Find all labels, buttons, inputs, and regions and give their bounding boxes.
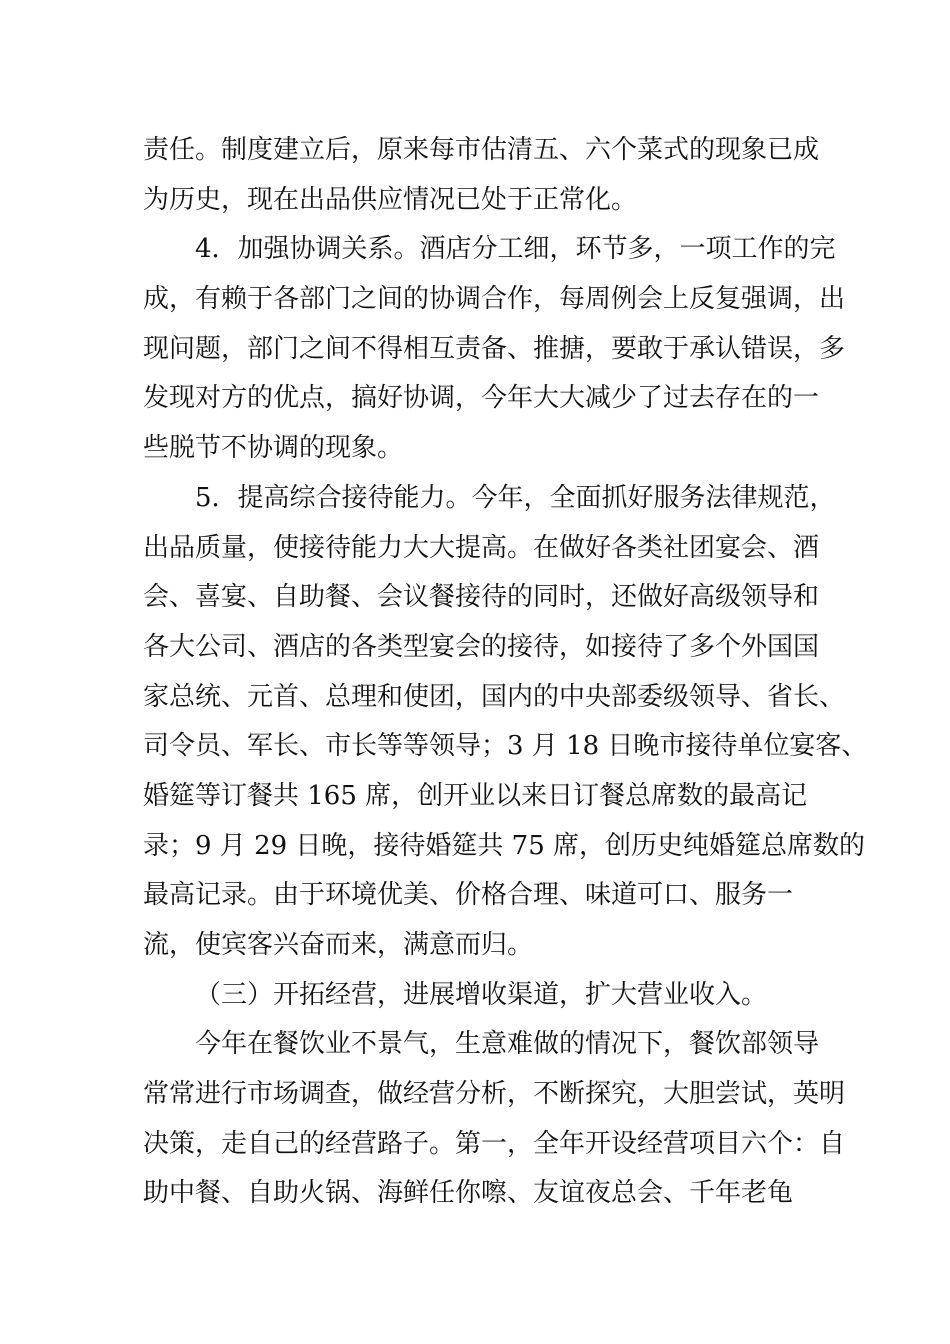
text-line: 最高记录。由于环境优美、价格合理、味道可口、服务一 — [143, 880, 794, 911]
text-line: 家总统、元首、总理和使团，国内的中央部委级领导、省长、 — [143, 681, 846, 712]
text-line: 为历史，现在出品供应情况已处于正常化。 — [143, 184, 638, 215]
text-line: 今年在餐饮业不景气，生意难做的情况下，餐饮部领导 — [195, 1029, 820, 1060]
text-line: 流，使宾客兴奋而来，满意而归。 — [143, 930, 534, 960]
body-text — [143, 126, 868, 1219]
text-line: 婚筵等订餐共 165 席，创开业以来日订餐总席数的最高记 — [143, 780, 808, 811]
text-line: 常常进行市场调查，做经营分析，不断探究，大胆尝试，英明 — [143, 1079, 846, 1110]
text-line: 5．提高综合接待能力。今年，全面抓好服务法律规范， — [195, 482, 836, 513]
text-line: 些脱节不协调的现象。 — [143, 433, 404, 464]
text-line: 成，有赖于各部门之间的协调合作，每周例会上反复强调，出 — [143, 284, 846, 315]
text-line: 录；9 月 29 日晚，接待婚筵共 75 席，创历史纯婚筵总席数的 — [143, 830, 866, 861]
text-line: 会、喜宴、自助餐、会议餐接待的同时，还做好高级领导和 — [143, 582, 820, 613]
text-line: 责任。制度建立后，原来每市估清五、六个菜式的现象已成 — [143, 135, 820, 165]
text-line: 出品质量，使接待能力大大提高。在做好各类社团宴会、酒 — [143, 532, 820, 563]
text-line: 4．加强协调关系。酒店分工细，环节多，一项工作的完 — [195, 234, 836, 265]
text-line: 现问题，部门之间不得相互责备、推搪，要敢于承认错误，多 — [143, 333, 846, 364]
text-line: 司令员、军长、市长等等领导；3 月 18 日晚市接待单位宴客、 — [143, 731, 868, 762]
text-line: 决策，走自己的经营路子。第一，全年开设经营项目六个：自 — [143, 1128, 846, 1159]
text-line: 助中餐、自助火锅、海鲜任你嚓、友谊夜总会、千年老龟 — [143, 1178, 794, 1209]
text-line: 发现对方的优点，搞好协调，今年大大减少了过去存在的一 — [143, 383, 820, 414]
text-line: 各大公司、酒店的各类型宴会的接待，如接待了多个外国国 — [143, 631, 820, 662]
text-line: （三）开拓经营，进展增收渠道，扩大营业收入。 — [195, 979, 768, 1010]
